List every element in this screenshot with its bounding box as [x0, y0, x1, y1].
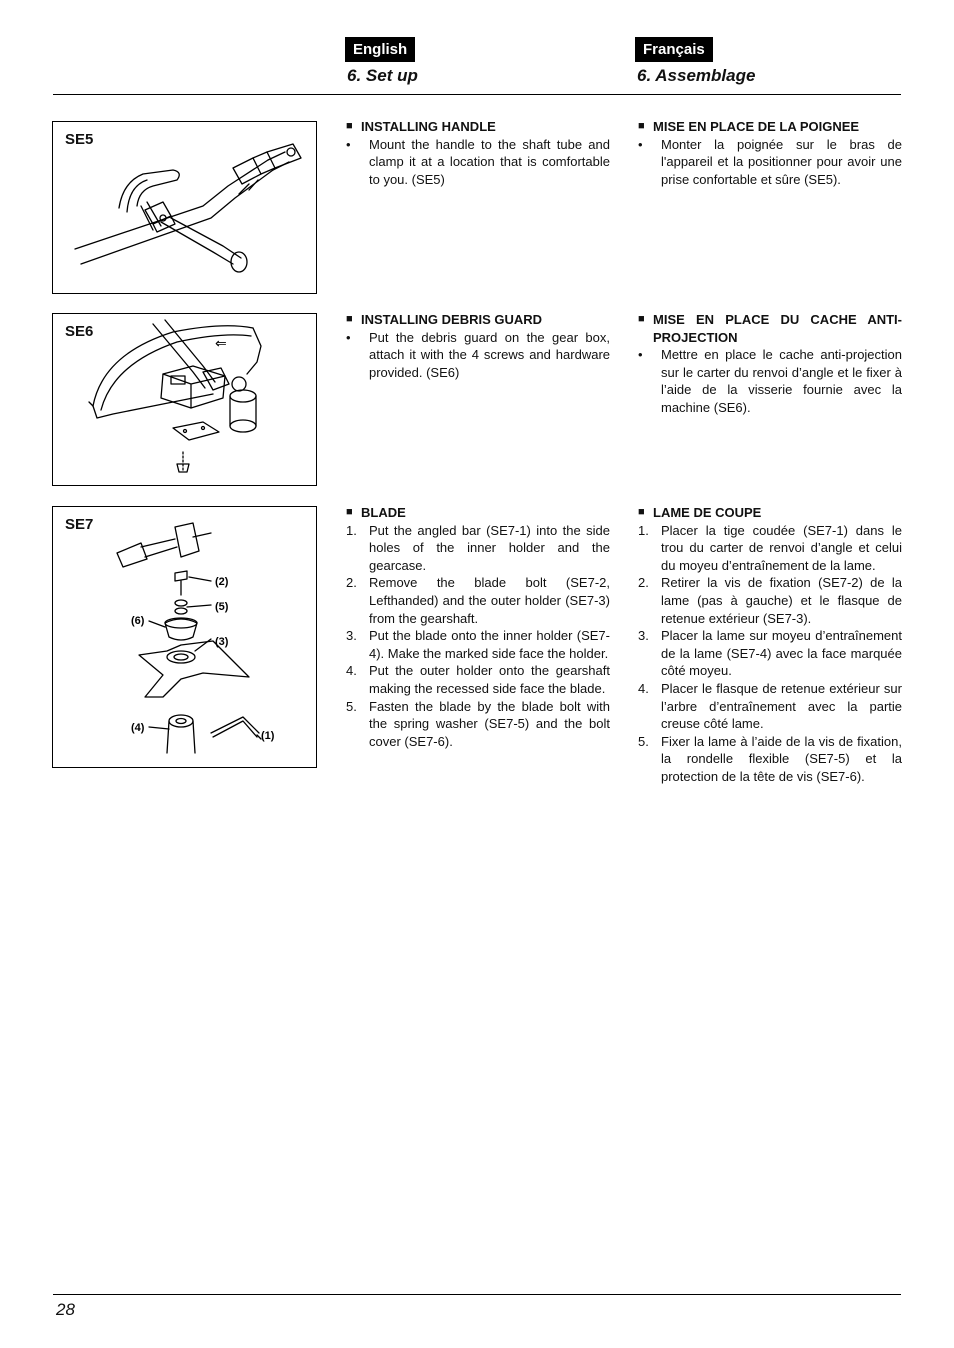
callout-1: (1): [261, 730, 275, 742]
language-tab-english: English: [345, 37, 415, 62]
list-item: 1. Placer la tige coudée (SE7-1) dans le trou du carter de renvoi d’angle et celui du moyeu d’entraînement de la lame.: [638, 522, 902, 573]
instructions-debris-guard-french: [638, 311, 902, 417]
list-item: 2. Retirer la vis de fixation (SE7-2) de la lame (pas à gauche) et le flasque de retenue extérieur (SE7-3).: [638, 575, 902, 626]
callout-4: (4): [131, 722, 145, 734]
list-item: 2. Remove the blade bolt (SE7-2, Lefthanded) and the outer holder (SE7-3) from the gearshaft.: [346, 575, 610, 626]
square-bullet-icon: ■: [638, 506, 645, 518]
list-item: 4. Placer le flasque de retenue extérieur sur l’arbre d’entraînement avec la partie creuse côté lame.: [638, 680, 902, 732]
callout-5: (5): [215, 601, 229, 613]
list-item: • Mount the handle to the shaft tube and clamp it at a location that is comfortable to you. (SE5): [346, 136, 610, 187]
section-heading: ■ MISE EN PLACE DU CACHE ANTI-PROJECTION: [638, 312, 902, 345]
list-item: • Monter la poignée sur le bras de l'appareil et la positionner pour avoir une prise confortable et sûre (SE5).: [638, 136, 902, 187]
square-bullet-icon: ■: [638, 120, 645, 132]
square-bullet-icon: ■: [346, 120, 353, 132]
callout-3: (3): [215, 636, 229, 648]
instructions-handle-english: [346, 118, 610, 188]
list-item: 4. Put the outer holder onto the gearshaft making the recessed side face the blade.: [346, 663, 610, 696]
list-item: 5. Fasten the blade by the blade bolt with the spring washer (SE7-5) and the bolt cover (SE7-6).: [346, 698, 610, 749]
list-item: • Mettre en place le cache anti-projection sur le carter du renvoi d’angle et le fixer à l’aide de la visserie fournie avec la machine (SE6).: [638, 347, 902, 415]
figure-se5: [52, 121, 317, 294]
language-tab-french: Français: [635, 37, 713, 62]
section-heading: ■ INSTALLING HANDLE: [346, 119, 496, 134]
page-number: 28: [56, 1300, 75, 1319]
blade-assembly-illustration: [53, 507, 318, 769]
list-item: 1. Put the angled bar (SE7-1) into the side holes of the inner holder and the gearcase.: [346, 522, 610, 573]
header-rule: [53, 94, 901, 95]
section-heading: ■ INSTALLING DEBRIS GUARD: [346, 312, 543, 327]
section-title-french: 6. Assemblage: [637, 66, 756, 85]
figure-se7: [52, 506, 317, 768]
callout-2: (2): [215, 576, 229, 588]
square-bullet-icon: ■: [346, 506, 353, 518]
figure-label-se7: SE7: [65, 516, 94, 533]
footer-rule: [53, 1294, 901, 1295]
section-heading: ■ LAME DE COUPE: [638, 505, 762, 520]
direction-arrow-icon: ⇐: [215, 335, 227, 351]
figure-label-se6: SE6: [65, 323, 94, 340]
list-item: • Put the debris guard on the gear box, attach it with the 4 screws and hardware provided. (SE6): [346, 329, 610, 380]
list-item: 5. Fixer la lame à l’aide de la vis de fixation, la rondelle flexible (SE7-5) et la protection de la tête de vis (SE7-6).: [638, 733, 902, 784]
instructions-handle-french: [638, 118, 902, 188]
square-bullet-icon: ■: [346, 313, 353, 325]
list-item: 3. Placer la lame sur moyeu d’entraînement de la lame (SE7-4) avec la face marquée côté moyeu.: [638, 628, 902, 679]
section-heading: ■ BLADE: [346, 505, 406, 520]
instructions-debris-guard-english: [346, 311, 610, 381]
figure-label-se5: SE5: [65, 131, 94, 148]
instructions-blade-french: [638, 504, 902, 786]
figure-se6: [52, 313, 317, 486]
callout-6: (6): [131, 615, 145, 627]
list-item: 3. Put the blade onto the inner holder (SE7-4). Make the marked side face the holder.: [346, 628, 610, 661]
section-heading: ■ MISE EN PLACE DE LA POIGNEE: [638, 119, 860, 134]
section-title-english: 6. Set up: [347, 66, 418, 85]
square-bullet-icon: ■: [638, 313, 645, 325]
instructions-blade-english: [346, 504, 610, 750]
